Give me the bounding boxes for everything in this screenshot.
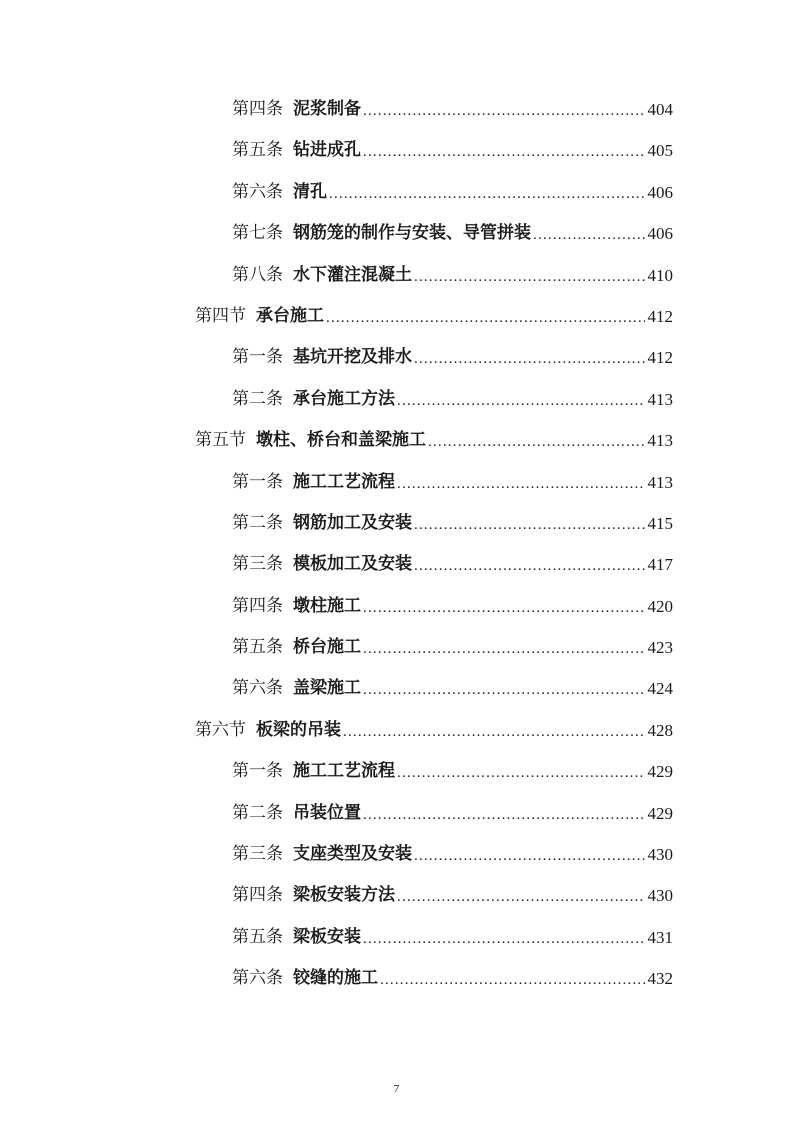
toc-entry-number: 第四条 — [232, 885, 283, 906]
toc-entry-page: 404 — [647, 100, 673, 119]
toc-entry-page: 429 — [647, 762, 673, 782]
toc-entry-number: 第二条 — [232, 802, 283, 823]
toc-entry-page: 428 — [647, 720, 673, 740]
toc-entry-title: 墩柱施工 — [293, 595, 361, 616]
toc-entry-title: 水下灌注混凝土 — [293, 264, 412, 285]
toc-dot-leader — [363, 670, 645, 711]
toc-entry-page: 424 — [647, 679, 673, 699]
page-number: 7 — [393, 1083, 400, 1095]
toc-entry-title: 泥浆制备 — [293, 99, 361, 119]
toc-entry-page: 412 — [647, 348, 673, 368]
toc-entry-title: 钻进成孔 — [293, 140, 361, 161]
toc-entry-title: 钢筋笼的制作与安装、导管拼装 — [293, 223, 531, 244]
toc-dot-leader — [380, 960, 645, 1001]
toc-entry-title: 墩柱、桥台和盖梁施工 — [256, 430, 426, 451]
toc-article-entry[interactable] — [0, 337, 673, 378]
toc-entry-number: 第二条 — [232, 512, 283, 533]
toc-entry-title: 模板加工及安装 — [293, 554, 412, 575]
toc-article-entry[interactable] — [0, 834, 673, 875]
toc-article-entry[interactable] — [0, 379, 673, 420]
toc-entry-number: 第六条 — [232, 968, 283, 989]
toc-entry-title: 承台施工 — [256, 305, 324, 326]
toc-entry-number: 第三条 — [232, 554, 283, 575]
toc-article-entry[interactable] — [0, 875, 673, 916]
toc-entry-page: 430 — [647, 845, 673, 865]
toc-section-entry[interactable] — [0, 710, 673, 751]
toc-entry-number: 第一条 — [232, 471, 283, 492]
toc-dot-leader — [363, 588, 645, 629]
toc-entry-title: 施工工艺流程 — [293, 471, 395, 492]
toc-article-entry[interactable] — [0, 503, 673, 544]
toc-entry-title: 清孔 — [293, 181, 327, 202]
toc-article-entry[interactable] — [0, 586, 673, 627]
toc-entry-title: 板梁的吊装 — [256, 719, 341, 740]
toc-dot-leader — [414, 546, 645, 587]
toc-dot-leader — [397, 464, 645, 505]
toc-article-entry[interactable] — [0, 793, 673, 834]
toc-article-entry[interactable] — [0, 627, 673, 668]
toc-entry-page: 413 — [647, 389, 673, 409]
toc-dot-leader — [326, 298, 645, 339]
toc-entry-page: 430 — [647, 886, 673, 906]
toc-dot-leader — [363, 629, 645, 670]
toc-dot-leader — [414, 339, 645, 380]
toc-entry-title: 梁板安装 — [293, 926, 361, 947]
toc-entry-title: 盖梁施工 — [293, 678, 361, 699]
toc-entry-page: 431 — [647, 927, 673, 947]
toc-entry-number: 第四节 — [195, 305, 246, 326]
toc-dot-leader — [414, 505, 645, 546]
toc-entry-title: 支座类型及安装 — [293, 844, 412, 865]
toc-article-entry[interactable] — [0, 462, 673, 503]
table-of-contents — [0, 89, 793, 1000]
toc-entry-number: 第四条 — [232, 99, 283, 119]
toc-entry-page: 406 — [647, 224, 673, 244]
toc-section-entry[interactable] — [0, 296, 673, 337]
toc-dot-leader — [397, 753, 645, 794]
toc-dot-leader — [363, 919, 645, 960]
toc-entry-number: 第八条 — [232, 264, 283, 285]
toc-article-entry[interactable] — [0, 544, 673, 585]
toc-entry-title: 钢筋加工及安装 — [293, 512, 412, 533]
toc-article-entry[interactable] — [0, 130, 673, 171]
toc-section-entry[interactable] — [0, 420, 673, 461]
toc-entry-number: 第六节 — [195, 719, 246, 740]
toc-dot-leader — [533, 215, 645, 256]
toc-entry-number: 第五条 — [232, 637, 283, 658]
toc-entry-number: 第五条 — [232, 140, 283, 161]
toc-article-entry[interactable] — [0, 213, 673, 254]
toc-entry-title: 吊装位置 — [293, 802, 361, 823]
toc-entry-title: 承台施工方法 — [293, 388, 395, 409]
toc-entry-title: 基坑开挖及排水 — [293, 347, 412, 368]
toc-entry-page: 420 — [647, 596, 673, 616]
toc-entry-title: 梁板安装方法 — [293, 885, 395, 906]
toc-entry-number: 第五条 — [232, 926, 283, 947]
toc-article-entry[interactable] — [0, 255, 673, 296]
toc-entry-page: 406 — [647, 182, 673, 202]
toc-entry-number: 第五节 — [195, 430, 246, 451]
toc-dot-leader — [329, 174, 645, 215]
toc-entry-number: 第六条 — [232, 181, 283, 202]
toc-entry-page: 410 — [647, 265, 673, 285]
toc-dot-leader — [397, 877, 645, 918]
toc-entry-page: 429 — [647, 803, 673, 823]
toc-entry-page: 413 — [647, 431, 673, 451]
toc-entry-page: 413 — [647, 472, 673, 492]
toc-entry-page: 415 — [647, 513, 673, 533]
toc-article-entry[interactable] — [0, 917, 673, 958]
toc-entry-number: 第七条 — [232, 223, 283, 244]
toc-entry-page: 405 — [647, 141, 673, 161]
toc-entry-page: 417 — [647, 555, 673, 575]
toc-article-entry[interactable] — [0, 172, 673, 213]
toc-entry-page: 412 — [647, 306, 673, 326]
toc-entry-page: 423 — [647, 638, 673, 658]
toc-entry-number: 第一条 — [232, 761, 283, 782]
toc-entry-title: 桥台施工 — [293, 637, 361, 658]
toc-dot-leader — [343, 712, 645, 753]
toc-article-entry[interactable] — [0, 89, 673, 130]
toc-dot-leader — [363, 91, 645, 132]
toc-entry-number: 第一条 — [232, 347, 283, 368]
toc-entry-title: 施工工艺流程 — [293, 761, 395, 782]
toc-dot-leader — [428, 422, 645, 463]
toc-dot-leader — [397, 381, 645, 422]
toc-entry-title: 铰缝的施工 — [293, 968, 378, 989]
toc-entry-number: 第二条 — [232, 388, 283, 409]
toc-dot-leader — [414, 836, 645, 877]
toc-entry-page: 432 — [647, 969, 673, 989]
toc-article-entry[interactable] — [0, 958, 673, 999]
toc-dot-leader — [363, 795, 645, 836]
toc-dot-leader — [414, 257, 645, 298]
toc-entry-number: 第四条 — [232, 595, 283, 616]
toc-article-entry[interactable] — [0, 668, 673, 709]
toc-entry-number: 第六条 — [232, 678, 283, 699]
toc-dot-leader — [363, 132, 645, 173]
toc-entry-number: 第三条 — [232, 844, 283, 865]
toc-article-entry[interactable] — [0, 751, 673, 792]
